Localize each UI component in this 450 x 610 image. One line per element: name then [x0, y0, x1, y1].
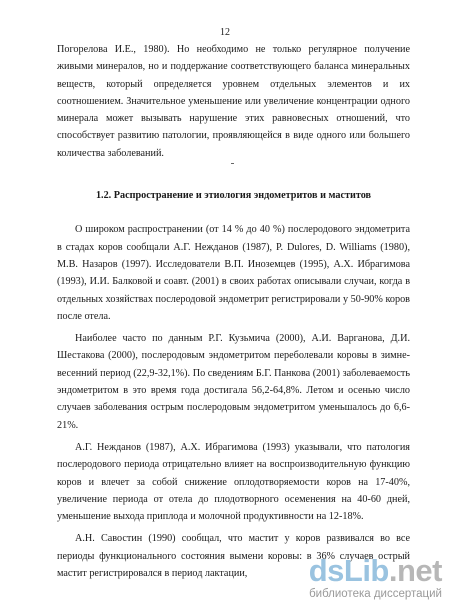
intro-paragraph: Погорелова И.Е., 1980). Но необходимо не только регулярное получение живыми минералов, но и поддержание соответствующего баланса минеральных веществ, который определяется уровнем отдельных элементов и их соотношением. Значительное уменьшение или увеличение концентрации одного минерала может вызывать нарушение этих равновесных отношений, что способствует развитию патологии, проявляющейся в виде одного или большего количества заболеваний. [57, 44, 410, 159]
document-body [57, 41, 410, 582]
watermark-logo-part1: dsLib [308, 553, 389, 588]
paragraph-seasonal-incidence: Наиболее часто по данным Р.Г. Кузьмича (2000), А.И. Варганова, Д.И. Шестакова (2000), послеродовым эндометритом переболевали коровы в зимне-весенний период (22,9-32,1%). По сведениям Б.Г. Панкова (2001) заболеваемость эндометритом в это время года достигала 56,2-64,8%. Летом и осенью число случаев заболевания острым послеродовым эндометритом уменьшалось до 6,6-21%. [57, 333, 410, 431]
section-heading: 1.2. Распространение и этиология эндометритов и маститов [95, 190, 372, 202]
paragraph-mastitis: А.Н. Савостин (1990) сообщал, что мастит у коров развивался во все периоды функционального состояния вымени коровы: в 36% случаев острый мастит регистрировался в период лактации, [57, 533, 410, 580]
paragraph-endometritis-prevalence: О широком распространении (от 14 % до 40 %) послеродового эндометрита в стадах коров сообщали А.Г. Нежданов (1987), P. Dulores, D. Williams (1980), М.В. Назаров (1997). Исследователи В.П. Иноземцев (1995), А.Х. Ибрагимова (1993), И.И. Балковой и соавт. (2001) в своих работах описывали случаи, когда в отдельных хозяйствах послеродовой эндометрит регистрировали у 50-90% коров после отела. [57, 224, 410, 322]
dslib-watermark [300, 554, 442, 602]
watermark-subtitle: библиотека диссертаций [309, 588, 442, 600]
scan-artifact-mark [231, 163, 234, 164]
watermark-logo-part2: .net [388, 553, 442, 588]
paragraph-reproductive-impact: А.Г. Нежданов (1987), А.Х. Ибрагимова (1993) указывали, что патология послеродового периода отрицательно влияет на воспроизводительную функцию коров и влечет за собой снижение оплодотворяемости коров на 17-40%, увеличение периода от отела до плодотворного осеменения на 40-60 дней, уменьшение выхода приплода и молочной продуктивности на 12-18%. [57, 441, 410, 523]
watermark-logo [309, 554, 442, 588]
page-number: 12 [220, 27, 230, 38]
